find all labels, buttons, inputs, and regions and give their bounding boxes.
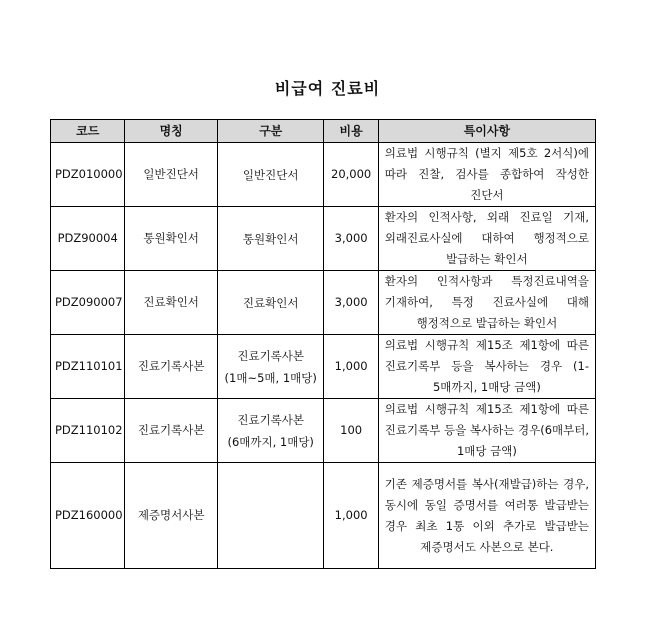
cell-category (217, 335, 324, 399)
table-row (51, 271, 596, 335)
table-row (51, 463, 596, 569)
cell-code: PDZ090007 (51, 271, 125, 335)
category-line: (1매~5매, 1매당) (224, 370, 317, 385)
cell-name: 일반진단서 (125, 143, 218, 207)
cell-note: 의료법 시행규칙 제15조 제1항에 따른 진료기록부 등을 복사하는 경우 (1-5매까지, 1매당 금액) (378, 335, 595, 399)
header-category: 구분 (217, 120, 324, 143)
cell-category (217, 143, 324, 207)
cell-cost: 20,000 (324, 143, 378, 207)
cell-name: 통원확인서 (125, 207, 218, 271)
cell-cost: 100 (324, 399, 378, 463)
page-title: 비급여 진료비 (274, 79, 381, 98)
cell-name: 진료기록사본 (125, 335, 218, 399)
cell-code: PDZ90004 (51, 207, 125, 271)
table-row (51, 335, 596, 399)
cell-note: 의료법 시행규칙 제15조 제1항에 따른 진료기록부 등을 복사하는 경우(6매부터, 1매당 금액) (378, 399, 595, 463)
fee-table (50, 119, 596, 569)
header-code: 코드 (51, 120, 125, 143)
category-line: (6매까지, 1매당) (227, 434, 314, 449)
cell-code: PDZ160000 (51, 463, 125, 569)
header-cost: 비용 (324, 120, 378, 143)
cell-category (217, 399, 324, 463)
table-row (51, 143, 596, 207)
cell-code: PDZ110101 (51, 335, 125, 399)
cell-name: 제증명서사본 (125, 463, 218, 569)
category-line: 통원확인서 (242, 231, 299, 246)
cell-category (217, 207, 324, 271)
table-row (51, 399, 596, 463)
cell-cost: 3,000 (324, 271, 378, 335)
header-note: 특이사항 (378, 120, 595, 143)
cell-cost: 1,000 (324, 463, 378, 569)
cell-code: PDZ010000 (51, 143, 125, 207)
cell-cost: 1,000 (324, 335, 378, 399)
header-name: 명칭 (125, 120, 218, 143)
cell-code: PDZ110102 (51, 399, 125, 463)
table-header-row (51, 120, 596, 143)
category-line: 일반진단서 (242, 167, 299, 182)
cell-name: 진료기록사본 (125, 399, 218, 463)
cell-name: 진료확인서 (125, 271, 218, 335)
category-line: 진료확인서 (242, 295, 299, 310)
cell-cost: 3,000 (324, 207, 378, 271)
cell-category (217, 463, 324, 569)
cell-note: 의료법 시행규칙 (별지 제5호 2서식)에 따라 진찰, 검사를 종합하여 작성한 진단서 (378, 143, 595, 207)
table-row (51, 207, 596, 271)
category-line: 진료기록사본 (237, 412, 305, 427)
cell-note: 환자의 인적사항과 특정진료내역을 기재하여, 특정 진료사실에 대해 행정적으로 발급하는 확인서 (378, 271, 595, 335)
cell-note: 기존 제증명서를 복사(재발급)하는 경우, 동시에 동일 증명서를 여러통 발급받는 경우 최초 1통 이외 추가로 발급받는 제증명서도 사본으로 본다. (378, 463, 595, 569)
cell-note: 환자의 인적사항, 외래 진료일 기재, 외래진료사실에 대하여 행정적으로 발급하는 확인서 (378, 207, 595, 271)
cell-category (217, 271, 324, 335)
category-line: 진료기록사본 (237, 348, 305, 363)
